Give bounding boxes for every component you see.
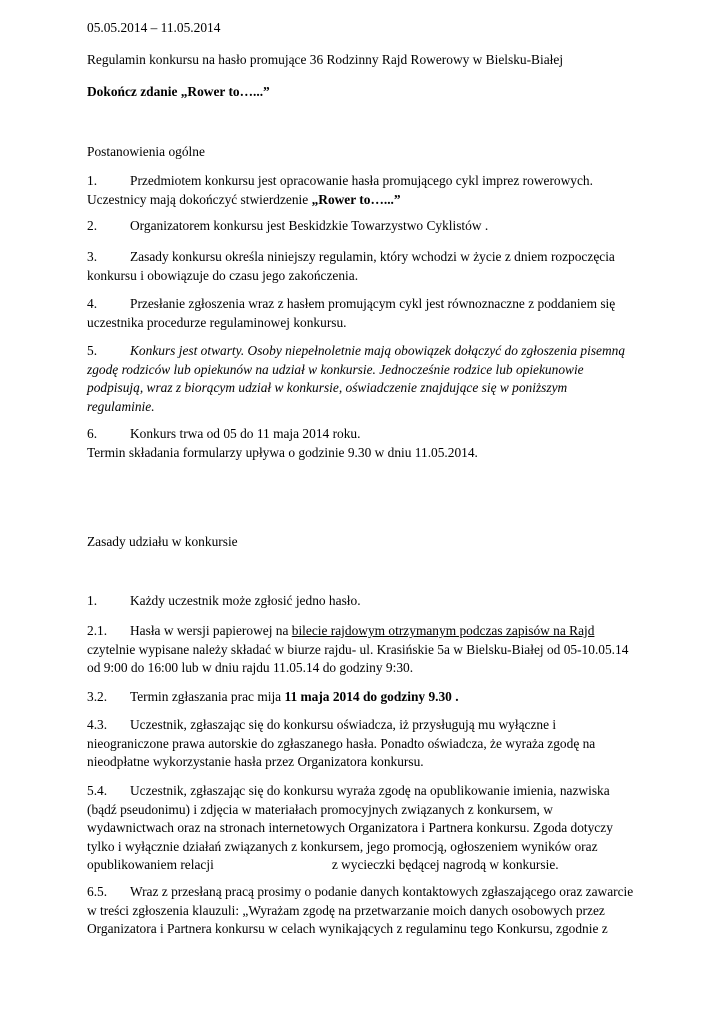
item-number: 2. [87, 218, 98, 233]
document-title: Regulamin konkursu na hasło promujące 36 Rodzinny Rajd Rowerowy w Bielsku-Białej [87, 52, 564, 67]
item-number: 1. [87, 593, 98, 608]
general-item-2: 2. Organizatorem konkursu jest Beskidzkie Towarzystwo Cyklistów . [87, 217, 654, 236]
item-number: 4.3. [87, 717, 108, 732]
general-item-4: 4. Przesłanie zgłoszenia wraz z hasłem promującym cykl jest równoznaczne z poddaniem się uczestnika procedurze regulaminowej konkursu. [87, 296, 616, 330]
rules-item-4-3: 4.3. Uczestnik, zgłaszając się do konkursu oświadcza, iż przysługują mu wyłączne i nieograniczone prawa autorskie do zgłaszanego hasła. Ponadto oświadcza, że wyraża zgodę na nieodpłatne wykorzystanie hasła przez Organizatora konkursu. [87, 717, 596, 769]
item-number: 3. [87, 249, 98, 264]
item-number: 1. [87, 173, 98, 188]
general-item-3: 3. Zasady konkursu określa niniejszy regulamin, który wchodzi w życie z dniem rozpoczęcia konkursu i obowiązuje do czasu jego zakończenia. [87, 249, 615, 283]
section-heading-rules: Zasady udziału w konkursie [87, 534, 238, 549]
general-item-6: 6. Konkurs trwa od 05 do 11 maja 2014 roku. Termin składania formularzy upływa o godzinie 9.30 w dniu 11.05.2014. [87, 426, 478, 460]
rules-item-3-2: 3.2. Termin zgłaszania prac mija 11 maja 2014 do godziny 9.30 . [87, 688, 654, 707]
general-item-1: 1. Przedmiotem konkursu jest opracowanie hasła promującego cykl imprez rowerowych. Uczestnicy mają dokończyć stwierdzenie „Rower to…...” [87, 173, 593, 207]
date-range: 05.05.2014 – 11.05.2014 [87, 20, 221, 35]
item-number: 5.4. [87, 783, 108, 798]
rules-item-2-1: 2.1. Hasła w wersji papierowej na bilecie rajdowym otrzymanym podczas zapisów na Rajd czytelnie wypisane należy składać w biurze rajdu- ul. Krasińskie 5a w Bielsku-Białej od 05-10.05.14 od 9:00 do 16:00 lub w dniu rajdu 11.05.14 do godziny 9:30. [87, 623, 629, 675]
contest-prompt: Dokończ zdanie „Rower to…...” [87, 84, 270, 99]
item-number: 2.1. [87, 623, 108, 638]
rules-item-5-4: 5.4. Uczestnik, zgłaszając się do konkursu wyraża zgodę na opublikowanie imienia, nazwiska (bądź pseudonimu) i zdjęcia w materiałach promocyjnych związanych z konkursem, w wydawnictwach oraz na stronach internetowych Organizatora i Partnera konkursu. Zgoda dotyczy tylko i wyłącznie działań związanych z konkursem, jego promocją, ogłoszeniem wyników oraz opublikowaniem relacji z wycieczki będącej nagrodą w konkursie. [87, 783, 613, 872]
item-number: 6.5. [87, 884, 108, 899]
general-item-5: 5. Konkurs jest otwarty. Osoby niepełnoletnie mają obowiązek dołączyć do zgłoszenia pisemną zgodę rodziców lub opiekunów na udział w konkursie. Jednocześnie rodzice lub opiekunowie podpisują, wraz z biorącym udział w konkursie, oświadczenie znajdujące się w poniższym regulaminie. [87, 343, 626, 414]
item-number: 5. [87, 343, 98, 358]
rules-item-1: 1. Każdy uczestnik może zgłosić jedno hasło. [87, 592, 654, 611]
rules-item-6-5: 6.5. Wraz z przesłaną pracą prosimy o podanie danych kontaktowych zgłaszającego oraz zawarcie w treści zgłoszenia klauzuli: „Wyrażam zgodę na przetwarzanie moich danych osobowych przez Organizatora i Partnera konkursu w celach wynikających z regulaminu tego Konkursu, zgodnie z [87, 884, 634, 936]
item-number: 3.2. [87, 689, 108, 704]
item-number: 4. [87, 296, 98, 311]
section-heading-general: Postanowienia ogólne [87, 144, 205, 159]
item-number: 6. [87, 426, 98, 441]
